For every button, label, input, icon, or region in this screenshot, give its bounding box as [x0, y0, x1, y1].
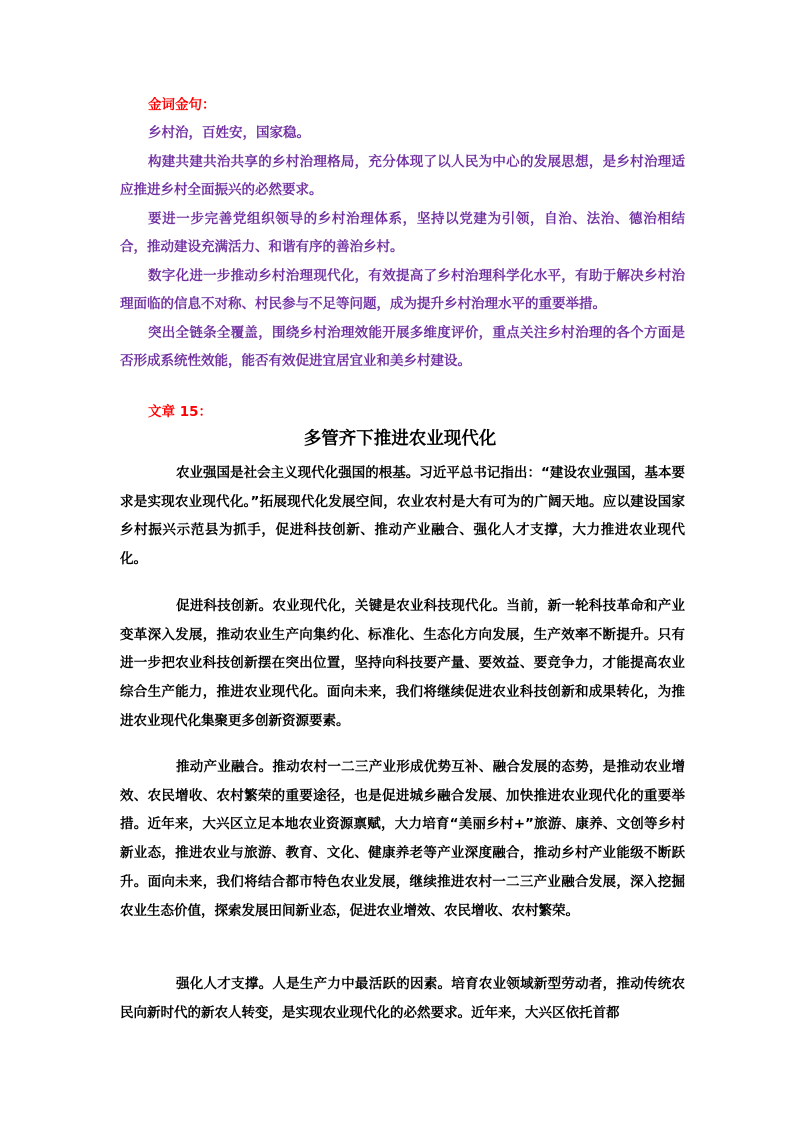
quote-item: 乡村治，百姓安，国家稳。: [148, 125, 310, 141]
quotes-list: [120, 119, 685, 376]
quote-item: 构建共建共治共享的乡村治理格局，充分体现了以人民为中心的发展思想，是乡村治理适应推进乡村全面振兴的必然要求。: [120, 153, 685, 198]
article-paragraph: [120, 459, 685, 574]
quote-item: 数字化进一步推动乡村治理现代化，有效提高了乡村治理科学化水平，有助于解决乡村治理面临的信息不对称、村民参与不足等问题，成为提升乡村治理水平的重要举措。: [120, 267, 685, 312]
paragraph-text: 强化人才支撑。人是生产力中最活跃的因素。培育农业领域新型劳动者，推动传统农民向新时代的新农人转变，是实现农业现代化的必然要求。近年来，大兴区依托首都: [120, 976, 685, 1021]
article-paragraph: [120, 592, 685, 736]
article-paragraph: [120, 753, 685, 925]
quote-item: 突出全链条全覆盖，围绕乡村治理效能开展多维度评价，重点关注乡村治理的各个方面是否形成系统性效能，能否有效促进宜居宜业和美乡村建设。: [120, 324, 685, 369]
paragraph-text: 推动产业融合。推动农村一二三产业形成优势互补、融合发展的态势，是推动农业增效、农民增收、农村繁荣的重要途径，也是促进城乡融合发展、加快推进农业现代化的重要举措。近年来，大兴区立足本地农业资源禀赋，大力培育“美丽乡村+”旅游、康养、文创等乡村新业态，推进农业与旅游、教育、文化、健康养老等产业深度融合，推动乡村产业能级不断跃升。面向未来，我们将结合都市特色农业发展，继续推进农村一二三产业融合发展，深入挖掘农业生态价值，探索发展田间新业态，促进农业增效、农民增收、农村繁荣。: [120, 759, 685, 919]
article-title: 多管齐下推进农业现代化: [303, 429, 497, 449]
paragraph-text: 促进科技创新。农业现代化，关键是农业科技现代化。当前，新一轮科技革命和产业变革深入发展，推动农业生产向集约化、标准化、生态化方向发展，生产效率不断提升。只有进一步把农业科技创新摆在突出位置，坚持向科技要产量、要效益、要竞争力，才能提高农业综合生产能力，推进农业现代化。面向未来，我们将继续促进农业科技创新和成果转化，为推进农业现代化集聚更多创新资源要素。: [120, 598, 685, 729]
quotes-section-label: 金词金句：: [148, 97, 216, 113]
article-paragraph: [120, 970, 685, 1027]
paragraph-text: 农业强国是社会主义现代化强国的根基。习近平总书记指出：“建设农业强国，基本要求是实现农业现代化。”拓展现代化发展空间，农业农村是大有可为的广阔天地。应以建设国家乡村振兴示范县为抓手，促进科技创新、推动产业融合、强化人才支撑，大力推进农业现代化。: [120, 465, 685, 568]
quote-item: 要进一步完善党组织领导的乡村治理体系，坚持以党建为引领，自治、法治、德治相结合，推动建设充满活力、和谐有序的善治乡村。: [120, 210, 685, 255]
article-label: 文章 15：: [148, 404, 212, 420]
